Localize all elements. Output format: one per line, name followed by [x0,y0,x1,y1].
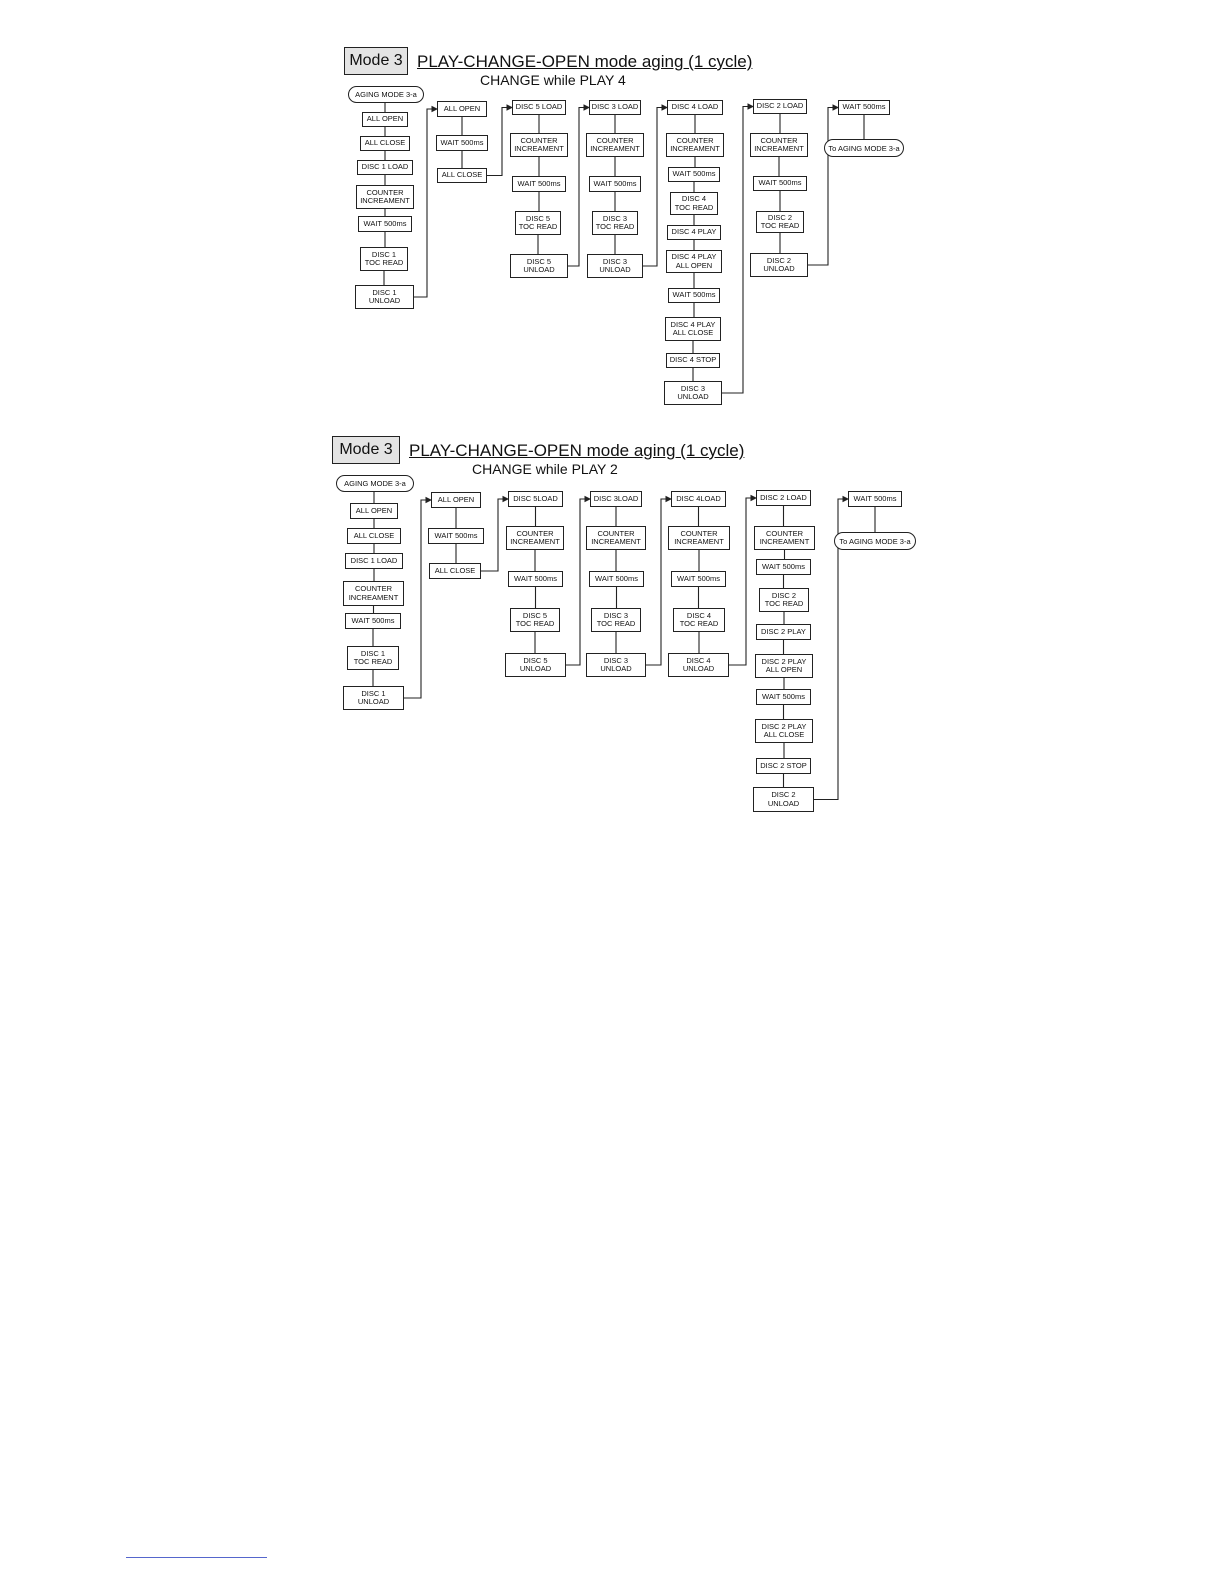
step-node: COUNTER INCREAMENT [586,526,646,550]
step-node: DISC 1 UNLOAD [355,285,414,309]
connector-line [729,498,756,665]
step-node: DISC 5 TOC READ [510,608,560,632]
step-node: ALL CLOSE [437,168,487,183]
step-node: DISC 5 UNLOAD [505,653,566,677]
diagram-title: PLAY-CHANGE-OPEN mode aging (1 cycle) [409,441,745,460]
step-node: DISC 3 UNLOAD [587,254,643,278]
step-node: ALL CLOSE [360,136,410,151]
step-node: COUNTER INCREAMENT [668,526,730,550]
connector-line [481,499,508,571]
step-node: DISC 2 PLAY ALL OPEN [755,654,813,678]
step-node: WAIT 500ms [512,176,566,192]
step-node: DISC 3 LOAD [589,100,641,115]
connector-line [643,108,667,267]
step-node: DISC 3 TOC READ [592,211,638,235]
step-node: DISC 4 PLAY ALL OPEN [666,250,722,273]
step-node: WAIT 500ms [848,491,902,507]
step-node: ALL OPEN [437,101,487,117]
step-node: COUNTER INCREAMENT [510,133,568,157]
end-terminal: To AGING MODE 3-a [824,139,904,157]
step-node: ALL OPEN [431,492,481,508]
step-node: DISC 2 PLAY ALL CLOSE [755,719,813,743]
step-node: DISC 4LOAD [671,491,726,507]
step-node: COUNTER INCREAMENT [343,581,404,606]
step-node: WAIT 500ms [756,689,811,705]
step-node: DISC 1 TOC READ [347,646,399,670]
step-node: ALL OPEN [362,112,408,127]
footnote-rule [126,1557,267,1558]
connector-line [646,499,671,665]
step-node: DISC 5 UNLOAD [510,254,568,278]
step-node: DISC 1 LOAD [345,553,403,569]
diagram-subtitle: CHANGE while PLAY 4 [480,72,626,88]
step-node: DISC 3 UNLOAD [664,381,722,405]
connector-line [808,108,838,266]
step-node: DISC 2 UNLOAD [753,787,814,812]
step-node: DISC 1 TOC READ [360,247,408,271]
step-node: DISC 2 PLAY [756,624,811,640]
step-node: WAIT 500ms [589,176,641,192]
step-node: DISC 4 TOC READ [670,192,718,215]
step-node: DISC 4 PLAY [667,225,721,240]
step-node: COUNTER INCREAMENT [356,185,414,209]
step-node: DISC 1 UNLOAD [343,686,404,710]
step-node: WAIT 500ms [756,559,811,575]
step-node: DISC 2 TOC READ [759,588,809,612]
step-node: WAIT 500ms [508,571,563,587]
connector-line [566,499,590,665]
connector-line [487,108,512,176]
step-node: DISC 2 LOAD [753,99,807,114]
step-node: DISC 2 UNLOAD [750,253,808,277]
step-node: COUNTER INCREAMENT [506,526,564,550]
step-node: ALL CLOSE [347,528,401,544]
mode-label: Mode 3 [344,47,408,75]
step-node: WAIT 500ms [345,613,401,629]
step-node: DISC 5 TOC READ [515,211,561,235]
step-node: COUNTER INCREAMENT [666,133,724,157]
step-node: WAIT 500ms [671,571,726,587]
start-terminal: AGING MODE 3-a [348,86,424,103]
step-node: DISC 1 LOAD [357,160,413,175]
step-node: WAIT 500ms [436,135,488,151]
step-node: DISC 2 TOC READ [756,211,804,233]
step-node: WAIT 500ms [428,528,484,544]
step-node: WAIT 500ms [589,571,644,587]
connector-line [404,500,431,698]
step-node: DISC 2 LOAD [756,490,811,506]
step-node: DISC 5LOAD [508,491,563,507]
start-terminal: AGING MODE 3-a [336,475,414,492]
step-node: DISC 3 UNLOAD [586,653,646,677]
step-node: ALL OPEN [350,503,398,519]
step-node: WAIT 500ms [753,176,807,191]
diagram-title: PLAY-CHANGE-OPEN mode aging (1 cycle) [417,52,753,71]
step-node: DISC 4 TOC READ [673,608,725,632]
step-node: COUNTER INCREAMENT [586,133,644,157]
step-node: WAIT 500ms [358,216,412,232]
step-node: DISC 5 LOAD [512,100,566,115]
connector-line [414,109,437,297]
step-node: DISC 4 STOP [666,353,720,368]
step-node: WAIT 500ms [668,167,720,182]
connector-line [568,108,589,267]
step-node: DISC 3LOAD [590,491,642,507]
step-node: ALL CLOSE [429,563,481,579]
step-node: DISC 4 PLAY ALL CLOSE [665,317,721,341]
step-node: COUNTER INCREAMENT [750,133,808,157]
step-node: DISC 4 LOAD [667,100,723,115]
end-terminal: To AGING MODE 3-a [834,532,916,550]
step-node: DISC 3 TOC READ [591,608,641,632]
step-node: COUNTER INCREAMENT [754,526,815,550]
mode-label: Mode 3 [332,436,400,464]
step-node: DISC 2 STOP [756,758,811,774]
step-node: WAIT 500ms [838,100,890,115]
step-node: WAIT 500ms [668,288,720,303]
diagram-subtitle: CHANGE while PLAY 2 [472,461,618,477]
connector-line [722,107,753,394]
step-node: DISC 4 UNLOAD [668,653,729,677]
